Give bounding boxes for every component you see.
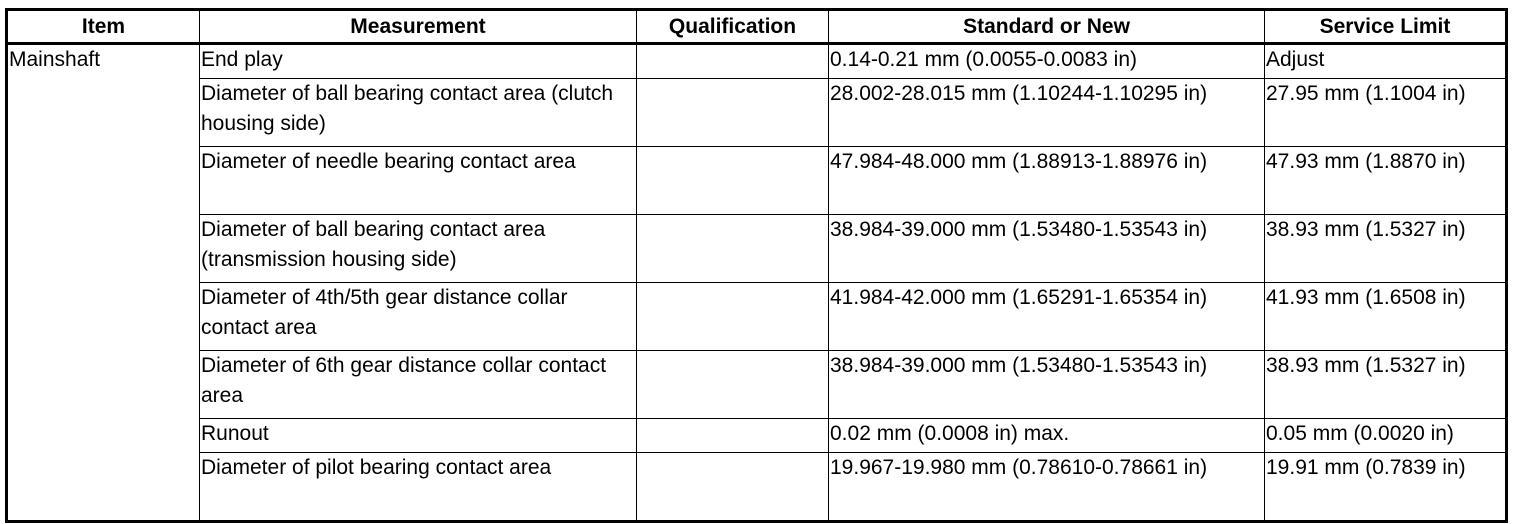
table-row (7, 351, 1507, 419)
qualification-cell (637, 147, 829, 215)
header-service-limit: Service Limit (1265, 10, 1507, 44)
service-limit-cell: 0.05 mm (0.0020 in) (1265, 419, 1507, 453)
qualification-cell (637, 283, 829, 351)
standard-cell: 47.984-48.000 mm (1.88913-1.88976 in) (829, 147, 1265, 215)
measurement-cell: Diameter of 6th gear distance collar contact area (200, 351, 637, 419)
standard-cell: 28.002-28.015 mm (1.10244-1.10295 in) (829, 79, 1265, 147)
table-header (7, 10, 1507, 44)
header-standard: Standard or New (829, 10, 1265, 44)
table-row (7, 283, 1507, 351)
qualification-cell (637, 215, 829, 283)
service-limit-cell: 38.93 mm (1.5327 in) (1265, 215, 1507, 283)
qualification-cell (637, 453, 829, 522)
standard-cell: 38.984-39.000 mm (1.53480-1.53543 in) (829, 351, 1265, 419)
measurement-cell: Diameter of pilot bearing contact area (200, 453, 637, 522)
header-qualification: Qualification (637, 10, 829, 44)
table-row (7, 79, 1507, 147)
table-row (7, 44, 1507, 79)
specification-table (5, 8, 1508, 523)
standard-cell: 19.967-19.980 mm (0.78610-0.78661 in) (829, 453, 1265, 522)
table-row (7, 215, 1507, 283)
standard-cell: 0.14-0.21 mm (0.0055-0.0083 in) (829, 44, 1265, 79)
header-measurement: Measurement (200, 10, 637, 44)
header-row (7, 10, 1507, 44)
measurement-cell: Runout (200, 419, 637, 453)
qualification-cell (637, 419, 829, 453)
header-item: Item (7, 10, 200, 44)
table-row (7, 419, 1507, 453)
qualification-cell (637, 44, 829, 79)
service-limit-cell: Adjust (1265, 44, 1507, 79)
service-limit-cell: 41.93 mm (1.6508 in) (1265, 283, 1507, 351)
service-limit-cell: 27.95 mm (1.1004 in) (1265, 79, 1507, 147)
measurement-cell: Diameter of needle bearing contact area (200, 147, 637, 215)
item-cell: Mainshaft (7, 44, 200, 522)
measurement-cell: Diameter of ball bearing contact area (transmission housing side) (200, 215, 637, 283)
standard-cell: 41.984-42.000 mm (1.65291-1.65354 in) (829, 283, 1265, 351)
service-limit-cell: 19.91 mm (0.7839 in) (1265, 453, 1507, 522)
measurement-cell: Diameter of 4th/5th gear distance collar contact area (200, 283, 637, 351)
measurement-cell: End play (200, 44, 637, 79)
standard-cell: 0.02 mm (0.0008 in) max. (829, 419, 1265, 453)
qualification-cell (637, 79, 829, 147)
service-limit-cell: 38.93 mm (1.5327 in) (1265, 351, 1507, 419)
measurement-cell: Diameter of ball bearing contact area (clutch housing side) (200, 79, 637, 147)
table-row (7, 453, 1507, 522)
service-limit-cell: 47.93 mm (1.8870 in) (1265, 147, 1507, 215)
standard-cell: 38.984-39.000 mm (1.53480-1.53543 in) (829, 215, 1265, 283)
table-row (7, 147, 1507, 215)
table-body (7, 44, 1507, 522)
qualification-cell (637, 351, 829, 419)
